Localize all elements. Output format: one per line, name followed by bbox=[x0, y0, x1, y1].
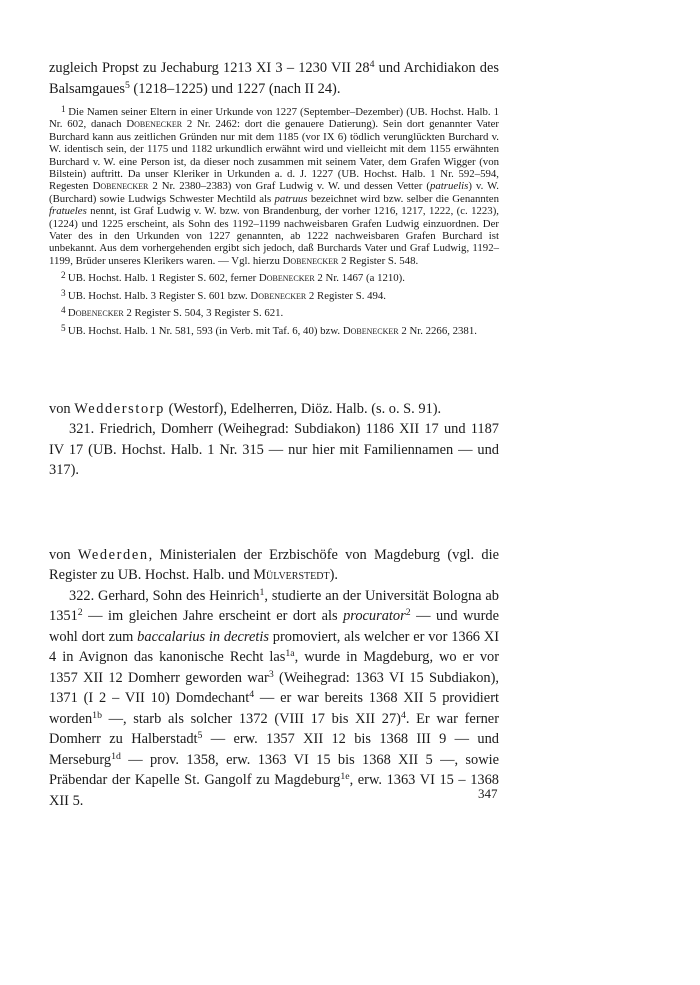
footnote-marker: 5 bbox=[197, 730, 203, 742]
author-name: Dobenecker bbox=[126, 118, 183, 131]
text-run: 2 Nr. 1467 (a 1210). bbox=[314, 272, 405, 285]
intro-text: zugleich Propst zu Jechaburg 1213 XI 3 – 1230 VII 28 bbox=[49, 60, 370, 76]
heading-prefix: von bbox=[49, 400, 75, 417]
family-name: Wedderstorp bbox=[74, 400, 165, 417]
heading-text: ). bbox=[329, 567, 338, 584]
heading-text: (Westorf), Edelherren, Diöz. Halb. (s. o. S. 91). bbox=[164, 400, 442, 417]
intro-text: (1218–1225) und 1227 (nach II 24). bbox=[129, 80, 341, 97]
footnotes-block bbox=[49, 103, 499, 337]
text-run: — er war bereits 1368 XII 5 providiert worden bbox=[49, 690, 499, 727]
text-run: —, starb als solcher 1372 (VIII 17 bis XII 27) bbox=[101, 710, 401, 727]
footnote-marker: 5 bbox=[124, 79, 130, 91]
page-content bbox=[49, 58, 499, 811]
text-run: , erw. 1363 VI 15 – 1368 XII 5. bbox=[49, 772, 499, 809]
text-run: — erw. 1357 XII 12 bis 1368 III 9 — und Merseburg bbox=[49, 731, 499, 768]
family-heading bbox=[49, 399, 499, 420]
heading-text: , Ministerialen der Erzbischöfe von Magdeburg (vgl. die Register zu UB. Hochst. Halb. und bbox=[49, 546, 499, 584]
family-name: Wederden bbox=[77, 546, 149, 563]
author-name: Dobenecker bbox=[92, 180, 149, 193]
family-heading bbox=[49, 545, 499, 586]
text-run: bezeichnet wird bzw. selber die Genannten bbox=[307, 192, 499, 205]
footnote-number: 4 bbox=[61, 305, 68, 316]
text-run: — prov. 1358, erw. 1363 VI 15 bis 1368 XII 5 —, sowie Präbendar der Kapelle St. Gangolf zu Magdeburg bbox=[49, 751, 499, 789]
footnote bbox=[49, 322, 499, 337]
author-name: Dobenecker bbox=[250, 289, 307, 302]
text-run: , studierte an der Universität Bologna ab 1351 bbox=[49, 587, 500, 625]
footnote-marker: 2 bbox=[77, 607, 83, 619]
footnote-marker: 1b bbox=[92, 709, 102, 721]
author-name: Dobenecker bbox=[67, 307, 124, 320]
italic-term: patruus bbox=[274, 192, 308, 205]
footnote-marker: 4 bbox=[249, 689, 255, 701]
text-run: 2 Nr. 2380–2383) von Graf Ludwig v. W. und dessen Vetter ( bbox=[148, 180, 430, 193]
author-name: Dobenecker bbox=[258, 272, 315, 285]
footnote bbox=[49, 304, 499, 319]
wederden-entry bbox=[49, 545, 499, 812]
footnote bbox=[49, 103, 499, 267]
italic-term: fratueles bbox=[49, 205, 87, 218]
person-entry bbox=[49, 586, 499, 812]
footnote bbox=[49, 269, 499, 284]
footnote-marker: 2 bbox=[405, 607, 411, 619]
italic-term: baccalarius in decretis bbox=[137, 628, 269, 645]
footnote-marker: 4 bbox=[369, 59, 375, 70]
text-run: — und wurde wohl dort zum bbox=[49, 608, 500, 645]
author-name: Dobenecker bbox=[282, 254, 339, 267]
footnote-marker: 1 bbox=[259, 586, 265, 598]
text-run: nennt, ist Graf Ludwig v. W. bzw. von Brandenburg, der vorher 1216, 1217, 1222, (c. 1223), (1224) und 1225 erscheint, als Sohn des 1192–1199 nachweisbaren Grafen Ludwig einzuordnen. Der Vater des in den Urkunden von 1227 genannten, ab 1222 nachweisbaren Grafen Burchard ist unbekannt. Aus dem vorhergehenden ergibt sich jedoch, daß Burchards Vater und Graf Ludwig, 1192–1199, Brüder unseres Klerikers waren. — Vgl. hierzu bbox=[49, 205, 499, 267]
intro-text: und Archidiakon des Balsamgaues bbox=[49, 60, 499, 97]
text-run: promoviert, als welcher er vor 1366 XI 4 in Avignon das kanonische Recht las bbox=[49, 628, 499, 666]
text-run: 2 Register S. 504, 3 Register S. 621. bbox=[123, 307, 284, 320]
footnote-marker: 3 bbox=[268, 668, 274, 680]
text-run: , wurde in Magdeburg, wo er vor 1357 XII 12 Domherr geworden war bbox=[49, 649, 499, 686]
footnote bbox=[49, 287, 499, 302]
italic-term: procurator bbox=[343, 608, 406, 625]
page-number: 347 bbox=[478, 786, 498, 801]
text-run: 2 Register S. 548. bbox=[338, 254, 419, 267]
heading-prefix: von bbox=[49, 546, 78, 563]
text-run: (Weihegrad: 1363 VI 15 Subdiakon), 1371 (I 2 – VII 10) Domdechant bbox=[49, 669, 499, 707]
text-run: . Er war ferner Domherr zu Halberstadt bbox=[49, 710, 499, 748]
footnote-marker: 1a bbox=[285, 648, 295, 660]
footnote-number: 2 bbox=[61, 270, 68, 281]
italic-term: patruelis bbox=[429, 180, 469, 193]
text-run: UB. Hochst. Halb. 1 Register S. 602, ferner bbox=[67, 272, 259, 285]
text-run: Die Namen seiner Eltern in einer Urkunde von 1227 (September–Dezember) (UB. Hochst. Halb. 1 Nr. 602, danach bbox=[49, 106, 499, 131]
text-run: 322. Gerhard, Sohn des Heinrich bbox=[69, 587, 260, 604]
text-run: UB. Hochst. Halb. 3 Register S. 601 bzw. bbox=[67, 289, 251, 302]
author-name: Mülverstedt bbox=[253, 567, 330, 584]
footnote-marker: 4 bbox=[400, 709, 406, 721]
footnote-marker: 1d bbox=[111, 750, 121, 762]
person-entry: 321. Friedrich, Domherr (Weihegrad: Subdiakon) 1186 XII 17 und 1187 IV 17 (UB. Hochst. Halb. 1 Nr. 315 — nur hier mit Familiennamen — und 317). bbox=[49, 421, 499, 479]
footnote-number: 5 bbox=[61, 322, 68, 333]
text-run: — im gleichen Jahre erscheint er dort als bbox=[82, 608, 344, 625]
text-run: 2 Register S. 494. bbox=[306, 289, 387, 302]
footnote-marker: 1e bbox=[340, 771, 350, 783]
author-name: Dobenecker bbox=[342, 324, 399, 337]
intro-paragraph bbox=[49, 58, 499, 99]
text-run: 2 Nr. 2266, 2381. bbox=[398, 324, 477, 337]
text-run: 2 Nr. 2462: dort die genauere Datierung). Sein dort genannter Vater Burchard kann aus zeitlichen Gründen nur mit dem 1185 (vor IX 6) tödlich verunglückten Burchard v. W. identisch sein, der 1175 und 1182 urkundlich erwähnt wird und vielleicht mit dem 1155 erwähnten Burchard v. W. eine Person ist, da dieser noch zusammen mit seinem Vater, dem Grafen Wigger (von Bilstein) auftritt. Da unser Kleriker in Urkunden a. d. J. 1227 (UB. Hochst. Halb. 1 Nr. 592–594, Regesten bbox=[49, 118, 499, 193]
text-run: UB. Hochst. Halb. 1 Nr. 581, 593 (in Verb. mit Taf. 6, 40) bzw. bbox=[67, 324, 343, 337]
footnote-number: 3 bbox=[61, 287, 68, 298]
text-run: ) v. W. (Burchard) sowie Ludwigs Schwester Mechtild als bbox=[49, 180, 500, 205]
wedderstorp-entry bbox=[49, 399, 499, 481]
footnote-number: 1 bbox=[61, 104, 69, 114]
